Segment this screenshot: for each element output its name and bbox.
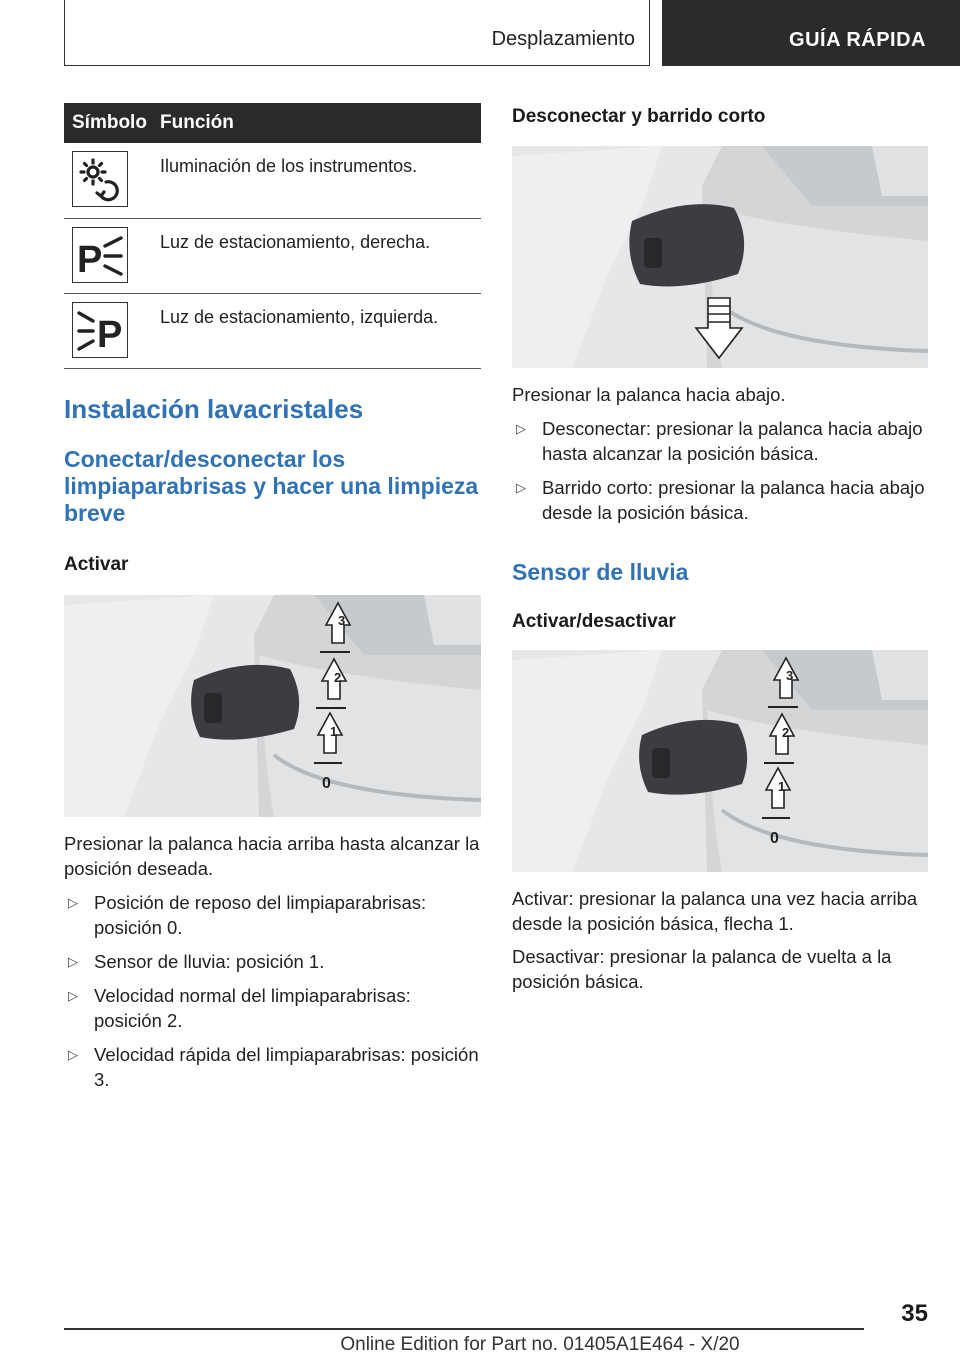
bullet-triangle-icon: ▷ bbox=[516, 480, 526, 495]
deactivate-intro: Presionar la palanca hacia abajo. bbox=[512, 384, 786, 405]
rain-sensor-label: Activar/desactivar bbox=[512, 611, 676, 632]
page-number: 35 bbox=[901, 1300, 928, 1327]
deactivate-list bbox=[512, 416, 928, 525]
table-row bbox=[64, 218, 481, 293]
list-item: ▷ Velocidad rápida del limpiaparabrisas: posición 3. bbox=[68, 1043, 479, 1090]
wiper-lever-down-image bbox=[512, 146, 928, 368]
parking-light-left-icon bbox=[72, 302, 128, 358]
deactivate-paragraph: Desactivar: presionar la palanca de vuelta a la posición básica. bbox=[512, 946, 892, 992]
bullet-triangle-icon: ▷ bbox=[68, 894, 78, 910]
position-label: 2 bbox=[782, 725, 790, 740]
position-label: 0 bbox=[770, 830, 779, 847]
wiper-positions-list bbox=[64, 890, 481, 1092]
section-title: Instalación lavacristales bbox=[64, 393, 364, 424]
table-row bbox=[64, 293, 481, 368]
rain-sensor-title: Sensor de lluvia bbox=[512, 559, 689, 585]
position-label: 1 bbox=[778, 779, 786, 794]
list-item: ▷ Desconectar: presionar la palanca hacia abajo hasta alcanzar la posición básica. bbox=[516, 418, 923, 464]
list-item: ▷ Sensor de lluvia: posición 1. bbox=[68, 950, 325, 972]
col-header-symbol: Símbolo bbox=[64, 103, 160, 143]
list-item: ▷ Barrido corto: presionar la palanca hacia abajo desde la posición básica. bbox=[516, 477, 925, 523]
table-row bbox=[64, 143, 481, 218]
function-text: Luz de estacionamiento, izquierda. bbox=[160, 306, 439, 327]
svg-text:P: P bbox=[97, 313, 123, 353]
header-section-title: Desplazamiento bbox=[491, 28, 635, 50]
function-text: Luz de estacionamiento, derecha. bbox=[160, 231, 431, 252]
activate-label: Activar bbox=[64, 553, 129, 575]
header-guide-title: GUÍA RÁPIDA bbox=[789, 29, 926, 51]
position-label: 0 bbox=[322, 774, 331, 792]
parking-light-right-icon bbox=[72, 227, 128, 283]
bullet-triangle-icon: ▷ bbox=[516, 421, 526, 436]
right-column bbox=[512, 103, 928, 994]
position-label: 3 bbox=[338, 612, 346, 628]
footer-edition: Online Edition for Part no. 01405A1E464 - X/20 bbox=[340, 1334, 740, 1355]
intro-text: Presionar la palanca hacia arriba hasta alcanzar la posición deseada. bbox=[64, 832, 480, 879]
header-section-box bbox=[64, 0, 650, 66]
symbol-table bbox=[64, 103, 481, 369]
instrument-lighting-icon bbox=[72, 151, 128, 207]
bullet-triangle-icon: ▷ bbox=[68, 1046, 78, 1062]
position-label: 2 bbox=[334, 669, 342, 685]
deactivate-title: Desconectar y barrido corto bbox=[512, 106, 766, 127]
left-column bbox=[64, 103, 481, 1092]
rain-sensor-image bbox=[512, 650, 928, 872]
footer-divider bbox=[64, 1328, 864, 1330]
bullet-triangle-icon: ▷ bbox=[68, 953, 78, 969]
list-item: ▷ Velocidad normal del limpiaparabrisas: posición 2. bbox=[68, 984, 411, 1031]
position-label: 3 bbox=[786, 668, 794, 683]
activate-paragraph: Activar: presionar la palanca una vez hacia arriba desde la posición básica, flecha 1. bbox=[512, 888, 918, 934]
header-guide-box bbox=[662, 0, 960, 66]
col-header-function: Función bbox=[160, 103, 481, 143]
svg-text:P: P bbox=[77, 238, 103, 278]
bullet-triangle-icon: ▷ bbox=[68, 987, 78, 1003]
wiper-lever-up-image bbox=[64, 595, 481, 817]
function-text: Iluminación de los instrumentos. bbox=[160, 156, 418, 176]
subsection-title: Conectar/desconectar los limpiaparabrisas y hacer una limpieza breve bbox=[64, 445, 479, 526]
position-label: 1 bbox=[330, 723, 338, 739]
list-item: ▷ Posición de reposo del limpiaparabrisas: posición 0. bbox=[68, 891, 427, 938]
